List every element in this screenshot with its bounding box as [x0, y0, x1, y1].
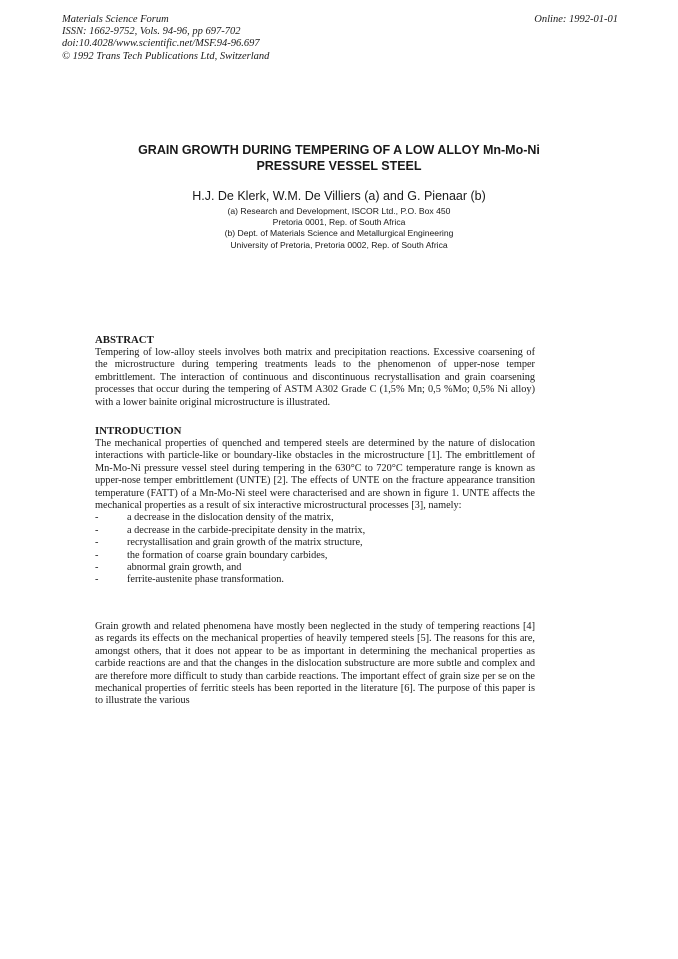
list-item: [95, 550, 535, 562]
list-item: [95, 525, 535, 537]
list-marker: -: [95, 537, 99, 549]
list-item-text: the formation of coarse grain boundary carbides,: [127, 549, 328, 561]
affiliation-line: University of Pretoria, Pretoria 0002, Rep. of South Africa: [230, 239, 448, 250]
affiliations: [100, 206, 578, 251]
affiliation-line: Pretoria 0001, Rep. of South Africa: [272, 217, 406, 228]
title-line-2: PRESSURE VESSEL STEEL: [256, 159, 422, 173]
list-marker: -: [95, 574, 99, 586]
list-item: [95, 512, 535, 524]
copyright-line: © 1992 Trans Tech Publications Ltd, Switzerland: [62, 50, 270, 62]
list-item: [95, 537, 535, 549]
list-item-text: abnormal grain growth, and: [127, 562, 242, 574]
list-item-text: recrystallisation and grain growth of the matrix structure,: [127, 537, 363, 549]
list-item-text: a decrease in the carbide-precipitate density in the matrix,: [127, 524, 366, 536]
journal-header: [62, 14, 269, 63]
online-date-header: [534, 14, 618, 26]
abstract-section: [95, 334, 535, 409]
paper-title: [100, 142, 578, 174]
list-item-text: a decrease in the dislocation density of the matrix,: [127, 512, 334, 524]
list-marker: -: [95, 524, 99, 536]
process-list: [95, 512, 535, 586]
abstract-text: Tempering of low-alloy steels involves both matrix and precipitation reactions. Excessive coarsening of the microstructure during tempering treatments leads to the phenomenon of upper-nose temper embrittlement. The interaction of continuous and discontinuous recrystallisation and grain coarsening processes that occur during the tempering of ASTM A302 Grade C (1,5% Mn; 0,5 %Mo; 0,5% Ni alloy) with a lower bainite original microstructure is illustrated.: [95, 347, 535, 408]
list-marker: -: [95, 549, 99, 561]
paper-authors: H.J. De Klerk, W.M. De Villiers (a) and G. Pienaar (b): [192, 189, 486, 203]
online-date: Online: 1992-01-01: [534, 14, 618, 25]
affiliation-line: (b) Dept. of Materials Science and Metallurgical Engineering: [224, 228, 454, 239]
title-line-1: GRAIN GROWTH DURING TEMPERING OF A LOW ALLOY Mn-Mo-Ni: [138, 143, 540, 157]
introduction-continued: [95, 621, 535, 708]
list-item-text: ferrite-austenite phase transformation.: [127, 574, 284, 586]
doi-line[interactable]: doi:10.4028/www.scientific.net/MSF.94-96.697: [62, 38, 260, 50]
list-item: [95, 574, 535, 586]
list-marker: -: [95, 512, 99, 524]
list-marker: -: [95, 562, 99, 574]
journal-name: Materials Science Forum: [62, 14, 169, 25]
list-item: [95, 562, 535, 574]
abstract-heading: ABSTRACT: [95, 334, 154, 346]
introduction-section: [95, 425, 535, 587]
introduction-paragraph-2: Grain growth and related phenomena have mostly been neglected in the study of tempering reactions [4] as regards its effects on the mechanical properties of heavily tempered steels [5]. The reasons for this are, amongst others, that it does not appear to be as important in determining the mechanical properties as carbide reactions are and that the changes in the dislocation substructure are more subtle and complex and are therefore more difficult to study than carbide reactions. The important effect of grain size per se on the mechanical properties of ferritic steels has been reported in the literature [6]. The purpose of this paper is to illustrate the various: [95, 621, 535, 707]
introduction-heading: INTRODUCTION: [95, 425, 182, 437]
affiliation-line: (a) Research and Development, ISCOR Ltd., P.O. Box 450: [227, 206, 451, 216]
introduction-paragraph-1: The mechanical properties of quenched and tempered steels are determined by the nature of dislocation interactions with particle-like or boundary-like obstacles in the microstructure [1]. The embrittlement of Mn-Mo-Ni pressure vessel steel during tempering in the 630°C to 720°C temperature range is known as upper-nose temper embrittlement (UNTE) [2]. The effects of UNTE on the fracture appearance transition temperature (FATT) of a Mn-Mo-Ni steel were characterised and are shown in figure 1. UNTE affects the mechanical properties as a result of six interactive microstructural processes [3], namely:: [95, 438, 535, 512]
issn-line: ISSN: 1662-9752, Vols. 94-96, pp 697-702: [62, 26, 241, 38]
